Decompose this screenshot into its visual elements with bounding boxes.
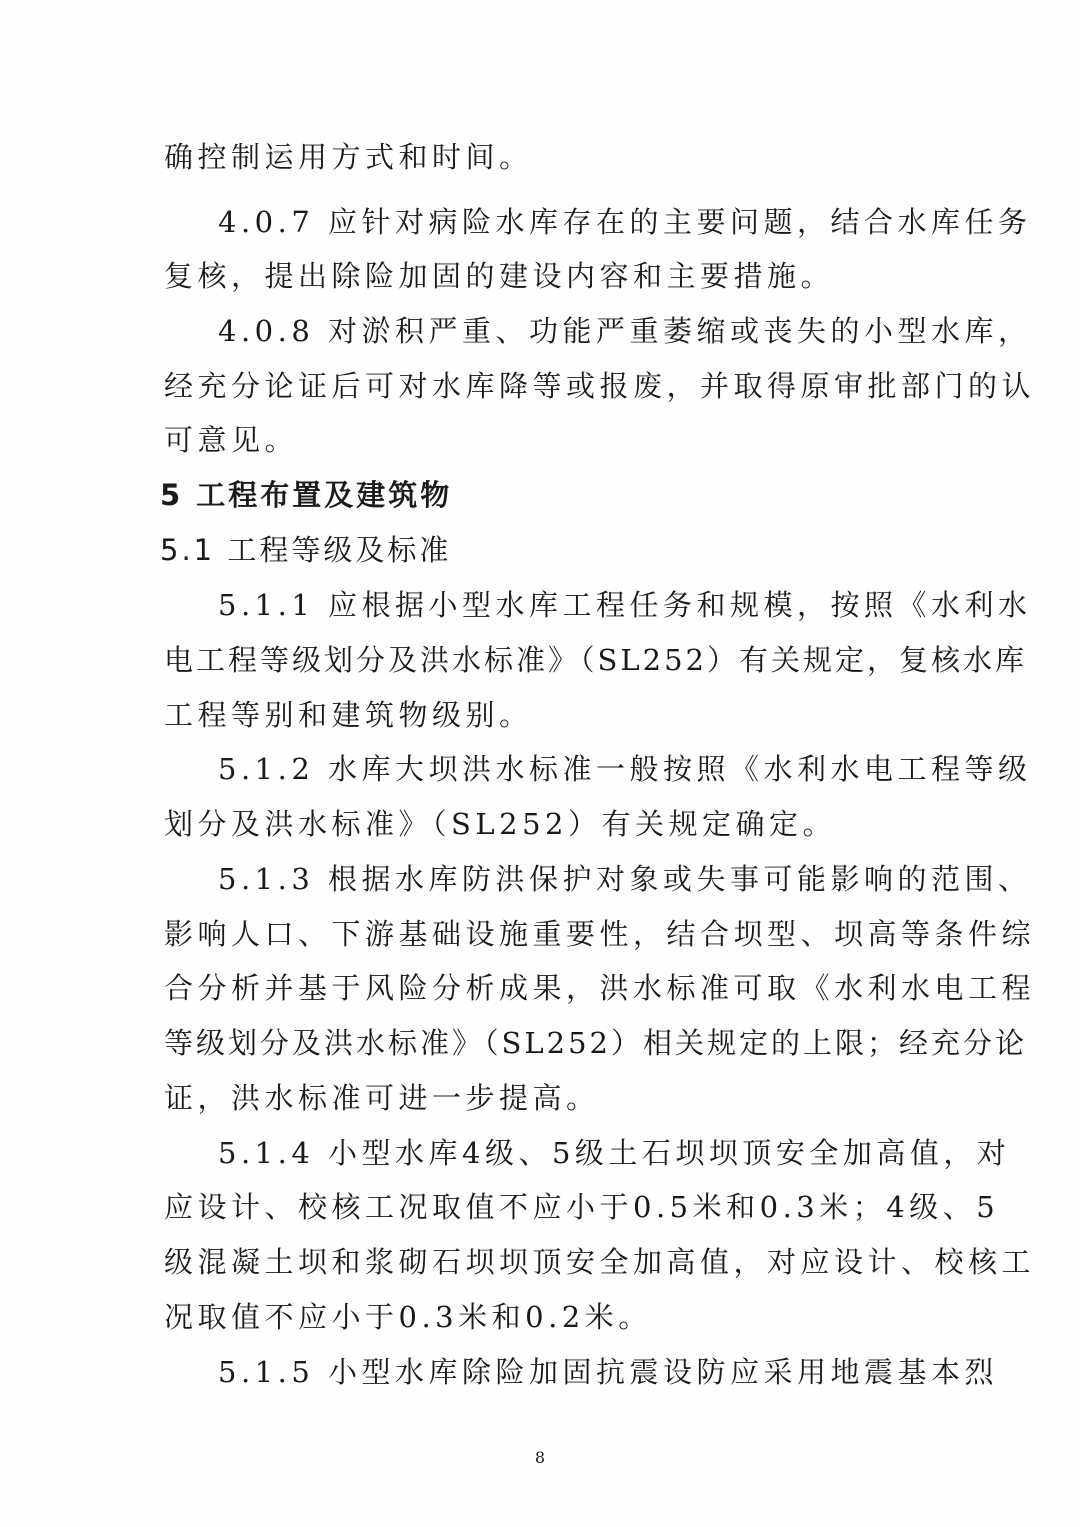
text-line: 确控制运用方式和时间。 [164, 140, 533, 174]
text-line: 工程等别和建筑物级别。 [164, 698, 533, 732]
text-line: 电工程等级划分及洪水标准》（SL252）有关规定，复核水库 [164, 643, 1027, 677]
text-line: 4.0.7 应针对病险水库存在的主要问题，结合水库任务 [218, 205, 1032, 239]
text-line: 应设计、校核工况取值不应小于0.5米和0.3米；4级、5 [164, 1190, 1000, 1224]
text-line: 级混凝土坝和浆砌石坝坝顶安全加高值，对应设计、校核工 [164, 1245, 1036, 1279]
page-number: 8 [534, 1448, 546, 1467]
text-line: 5.1.5 小型水库除险加固抗震设防应采用地震基本烈 [218, 1355, 999, 1389]
text-line: 5.1.2 水库大坝洪水标准一般按照《水利水电工程等级 [218, 752, 1032, 786]
section-heading: 5 工程布置及建筑物 [160, 478, 453, 512]
text-line: 5.1.1 应根据小型水库工程任务和规模，按照《水利水 [218, 588, 1032, 622]
text-line: 等级划分及洪水标准》（SL252）相关规定的上限；经充分论 [164, 1026, 1027, 1060]
text-line: 合分析并基于风险分析成果，洪水标准可取《水利水电工程 [164, 971, 1036, 1005]
text-line: 5.1.4 小型水库4级、5级土石坝坝顶安全加高值，对 [218, 1136, 1011, 1170]
text-line: 证，洪水标准可进一步提高。 [164, 1081, 600, 1115]
text-line: 5.1.3 根据水库防洪保护对象或失事可能影响的范围、 [218, 862, 1032, 896]
subsection-heading: 5.1 工程等级及标准 [160, 533, 452, 567]
text-line: 况取值不应小于0.3米和0.2米。 [164, 1300, 652, 1334]
text-line: 4.0.8 对淤积严重、功能严重萎缩或丧失的小型水库， [218, 314, 1032, 348]
text-line: 影响人口、下游基础设施重要性，结合坝型、坝高等条件综 [164, 917, 1036, 951]
text-line: 可意见。 [164, 423, 299, 457]
text-line: 复核，提出除险加固的建设内容和主要措施。 [164, 259, 835, 293]
text-line: 经充分论证后可对水库降等或报废，并取得原审批部门的认 [164, 369, 1036, 403]
text-line: 划分及洪水标准》（SL252）有关规定确定。 [164, 807, 836, 841]
